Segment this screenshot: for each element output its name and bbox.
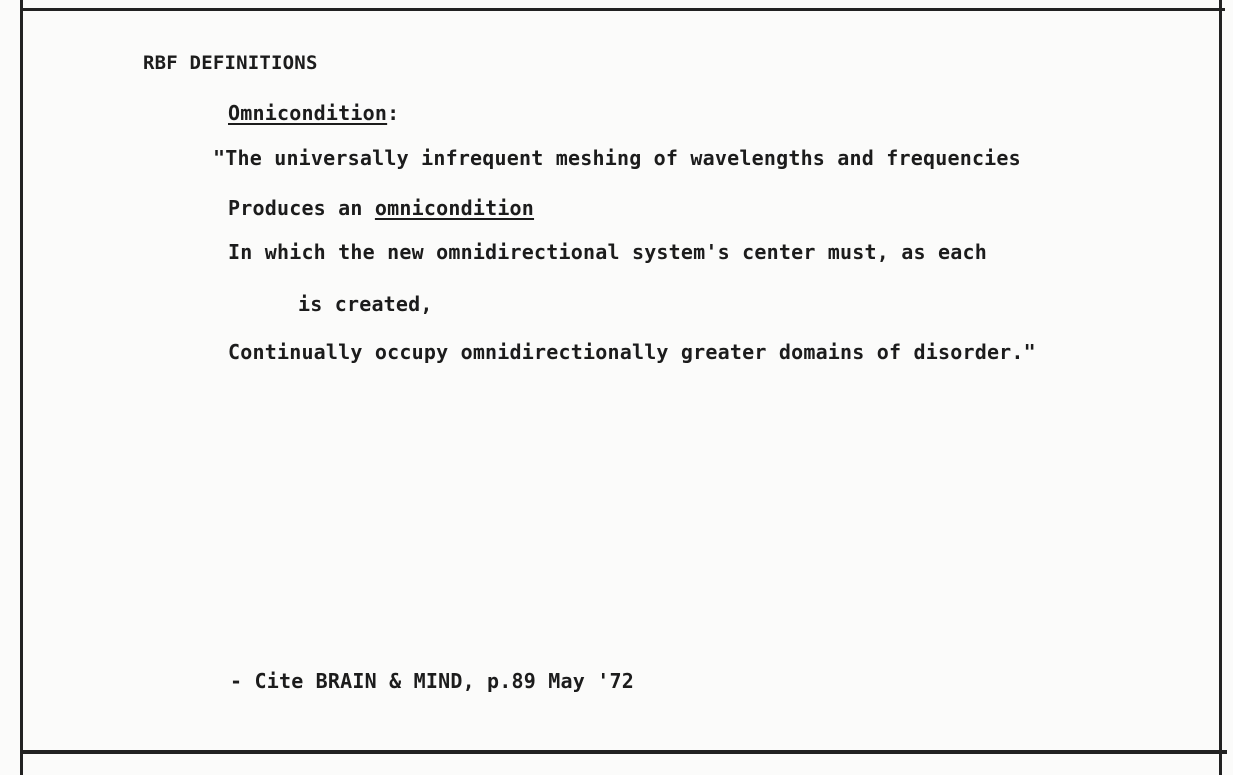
left-border-line (20, 0, 23, 775)
bottom-border-line (20, 750, 1227, 754)
quote-line-5: Continually occupy omnidirectionally greater domains of disorder." (228, 340, 1036, 364)
quote-line-1: "The universally infrequent meshing of wavelengths and frequencies (213, 146, 1021, 170)
citation: - Cite BRAIN & MIND, p.89 May '72 (230, 669, 634, 693)
quote-line-2-term: omnicondition (374, 196, 535, 220)
quote-line-4: is created, (298, 292, 433, 316)
definition-term (228, 101, 399, 125)
quote-line-3: In which the new omnidirectional system's center must, as each (228, 240, 987, 264)
definition-term-colon: : (387, 101, 400, 125)
top-border-line (20, 8, 1225, 11)
quote-line-2-prefix: Produces an (228, 196, 375, 220)
right-border-line (1219, 0, 1222, 775)
definition-term-label: Omnicondition (228, 101, 388, 125)
quote-line-2 (228, 196, 534, 220)
document-heading: RBF DEFINITIONS (143, 52, 318, 74)
